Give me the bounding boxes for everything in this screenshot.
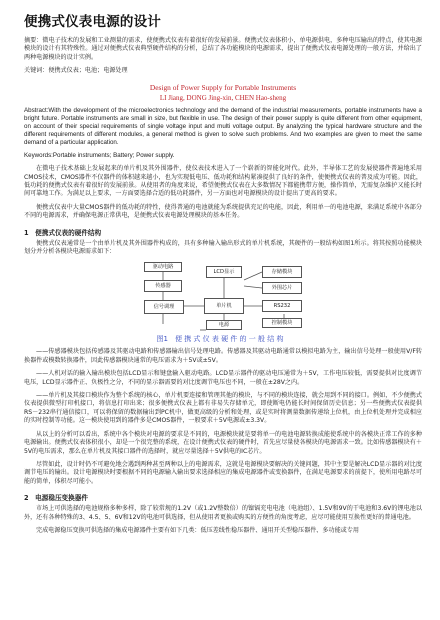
figure-caption: 图1 便 携 式 仪 表 硬 件 的 一 般 结 构 bbox=[156, 335, 284, 344]
section-heading-2: 2 电源稳压变换器件 bbox=[24, 494, 88, 503]
figure-box-sensor: 传感器 bbox=[144, 280, 182, 292]
keywords-cn: 关键词：便携式仪表；电池；电源处理 bbox=[24, 67, 128, 75]
figure-box-control: 控制模块 bbox=[262, 318, 302, 328]
paragraph-mcu-module: ——单片机及其接口模块作为整个系统的核心，单片机要连接和管理其他的模块，与不同的模块连接，就会用到不同的接口。例如，不少便携式仪表提供微型打印机接口，将信息打印出来；很多便携式仪表上都有非易失存储单元，即使断电仍能长时间保留历史信息；另一些便携式仪表提供RS－232串行通信接口，可以将保留的数据输出到PC机中，做更高级的分析和处理，或是实时将测量数据传递给上位机，由上位机处理并完成相应的实时控制等功能。这一模块使用到的器件多是CMOS器件，一般要求＋5V电源或±3.3V。 bbox=[24, 392, 422, 425]
figure-box-drive-circuit: 驱动电路 bbox=[144, 262, 182, 272]
paragraph-intro-2: 便携式仪表中大量CMOS器件的低功耗的特性，使得普通的电池就能为系统提供充足的电能，因此，利用单一的电池电源，来满足系统中各部分不同的电源需求，并确保电源正常供电，是便携式仪表电源处理模块的基本任务。 bbox=[24, 203, 422, 220]
paragraph-design: 尽管如此，设计时仍不可避免地会遇到两种甚至两种以上的电源需求，这就是电源模块要解决的关键问题，其中主要是解决LCD显示器的对比度调节电压的输出。设计电源模块时要根据不同的电源输入输出要求选择相应的集成电源器件或变换器件，在满足电源要求的前提下，使所用电路尽可能的简单，体积尽可能小。 bbox=[24, 460, 422, 485]
paragraph-hmi-module: ——人机对话的输入输出模块包括LCD显示和键盘输入驱动电路。LCD显示器件的驱动电压通常为＋5V，工作电压较低，需要提供对比度调节电压，LCD显示器件正、负极性之分，不同的显示器需要的对比度调节电压也不同，一般在±28V之内。 bbox=[24, 370, 422, 386]
figure-box-power: 电源 bbox=[206, 320, 242, 330]
figure-box-lcd: LCD显示 bbox=[206, 266, 242, 278]
keywords-en: Keywords:Portable instruments; Battery; Power supply. bbox=[24, 152, 175, 160]
english-title: Design of Power Supply for Portable Instruments bbox=[149, 82, 297, 92]
paragraph-batteries: 市场上可供选择的电池规格多种多样，除了较常规的1.2V（或1.2V整数倍）的镍镉充电电池（电池组）、1.5V和9V的干电池和3.6V的锂电池以外，还有各种特殊的3、4.5、5、6V和12V的电池可供选择，但从使用者更换或购买的方便性的角度考虑，应尽可能使用互换性更好的普通电池。 bbox=[24, 505, 422, 521]
section-heading-1: 1 便携式仪表的硬件结构 bbox=[24, 228, 102, 237]
paragraph-regulators: 完成电源稳压变换可供选择的集成电源器件主要有如下几类：低压差线性稳压器件、通用开关型稳压器件、多功能或专用 bbox=[36, 526, 359, 534]
english-authors: LI Jiang, DONG Jing-xin, CHEN Hao-sheng bbox=[159, 93, 287, 102]
page-title: 便携式仪表电源的设计 bbox=[24, 14, 161, 30]
abstract-en: Abstract:With the development of the microelectronics technology and the demand of the industrial measurements, portable instruments have a bright future. Portable instruments are small in size, but flexible in use. The design of their power supply is quite different from other equipment, on account of their special requirements of single voltage input and multi voltage output. By analyzing the typical hardware structure and the different requirements of different modules, a general method is given to solve such problems. And two examples are given to meet the same demand of a particular application. bbox=[24, 106, 422, 146]
figure-box-peripheral: 外围芯片 bbox=[262, 282, 302, 294]
figure-box-rs232: RS232 bbox=[262, 300, 302, 312]
figure-box-signal-conditioning: 信号调理 bbox=[144, 300, 184, 314]
paragraph-intro-1: 在微电子技术基础上发展起来的单片机及其外围器件，使仪表技术进入了一个崭新的智能化时代。此外，半导体工艺的发展使器件普遍地采用CMOS技术，CMOS器件不仅器件的体积越来越小，也为实现低电压、低功耗和结构紧凑提供了良好的条件，使便携式仪表的普及成为可能。因此，低功耗的便携式仪表有着很好的发展前景。从使用者的角度来说，希望便携式仪表在大多数情况下都能携带方便，操作简单，无需复杂维护又能长时间可靠地工作。为满足以上要求，一方面要选择合适的低功耗器件，另一方面也对电源模块的设计提出了更高的要求。 bbox=[24, 165, 422, 198]
paragraph-hardware: 便携式仪表通常是一个由单片机及其外围器件构成的，具有多种输入输出形式的单片机系统，其硬件的一般结构如图1所示。将其按照功能模块划分并分析各模块电源需求如下： bbox=[24, 239, 422, 256]
paragraph-analysis: 从以上的分析可以看出，系统中各个模块对电源的要求是不同的，电源模块就是要将单一的电池电源转换成能使系统中的各模块正常工作的多种电源输出。便携式仪表体积很小，却是一个很完整的系统，在设计便携式仪表的硬件时，首先应尽量使各模块的电源需求一致。比如传感器模块有＋5V的电压需求，那么在单片机及其接口器件的选择时，就应尽量选择＋5V供电的IC芯片。 bbox=[24, 430, 422, 455]
figure-box-mcu: 单片机 bbox=[204, 298, 244, 314]
abstract-cn: 摘要：微电子技术的发展和工业测量的需求，使便携式仪表有着很好的发展前景。便携式仪表体积小，单电源供电，多种电压输出的特点，使其电源模块的设计有其特殊性。通过对便携式仪表典型硬件结构的分析，总结了各功能模块的电源需求，提出了便携式仪表电源处理的一般方法，并给出了两种电源模块的设计实例。 bbox=[24, 37, 422, 61]
figure-1 bbox=[0, 258, 440, 346]
figure-box-storage: 存储模块 bbox=[262, 266, 302, 278]
paragraph-sensor-module: ——传感器模块包括传感器及其驱动电路和传感器输出信号处理电路。传感器及其驱动电路通常以模拟电路为主，输出信号处理一般使用V/F转换器件或模数转换器件，因此传感器模块通常的电压需求为＋5V或±5V。 bbox=[24, 348, 422, 364]
